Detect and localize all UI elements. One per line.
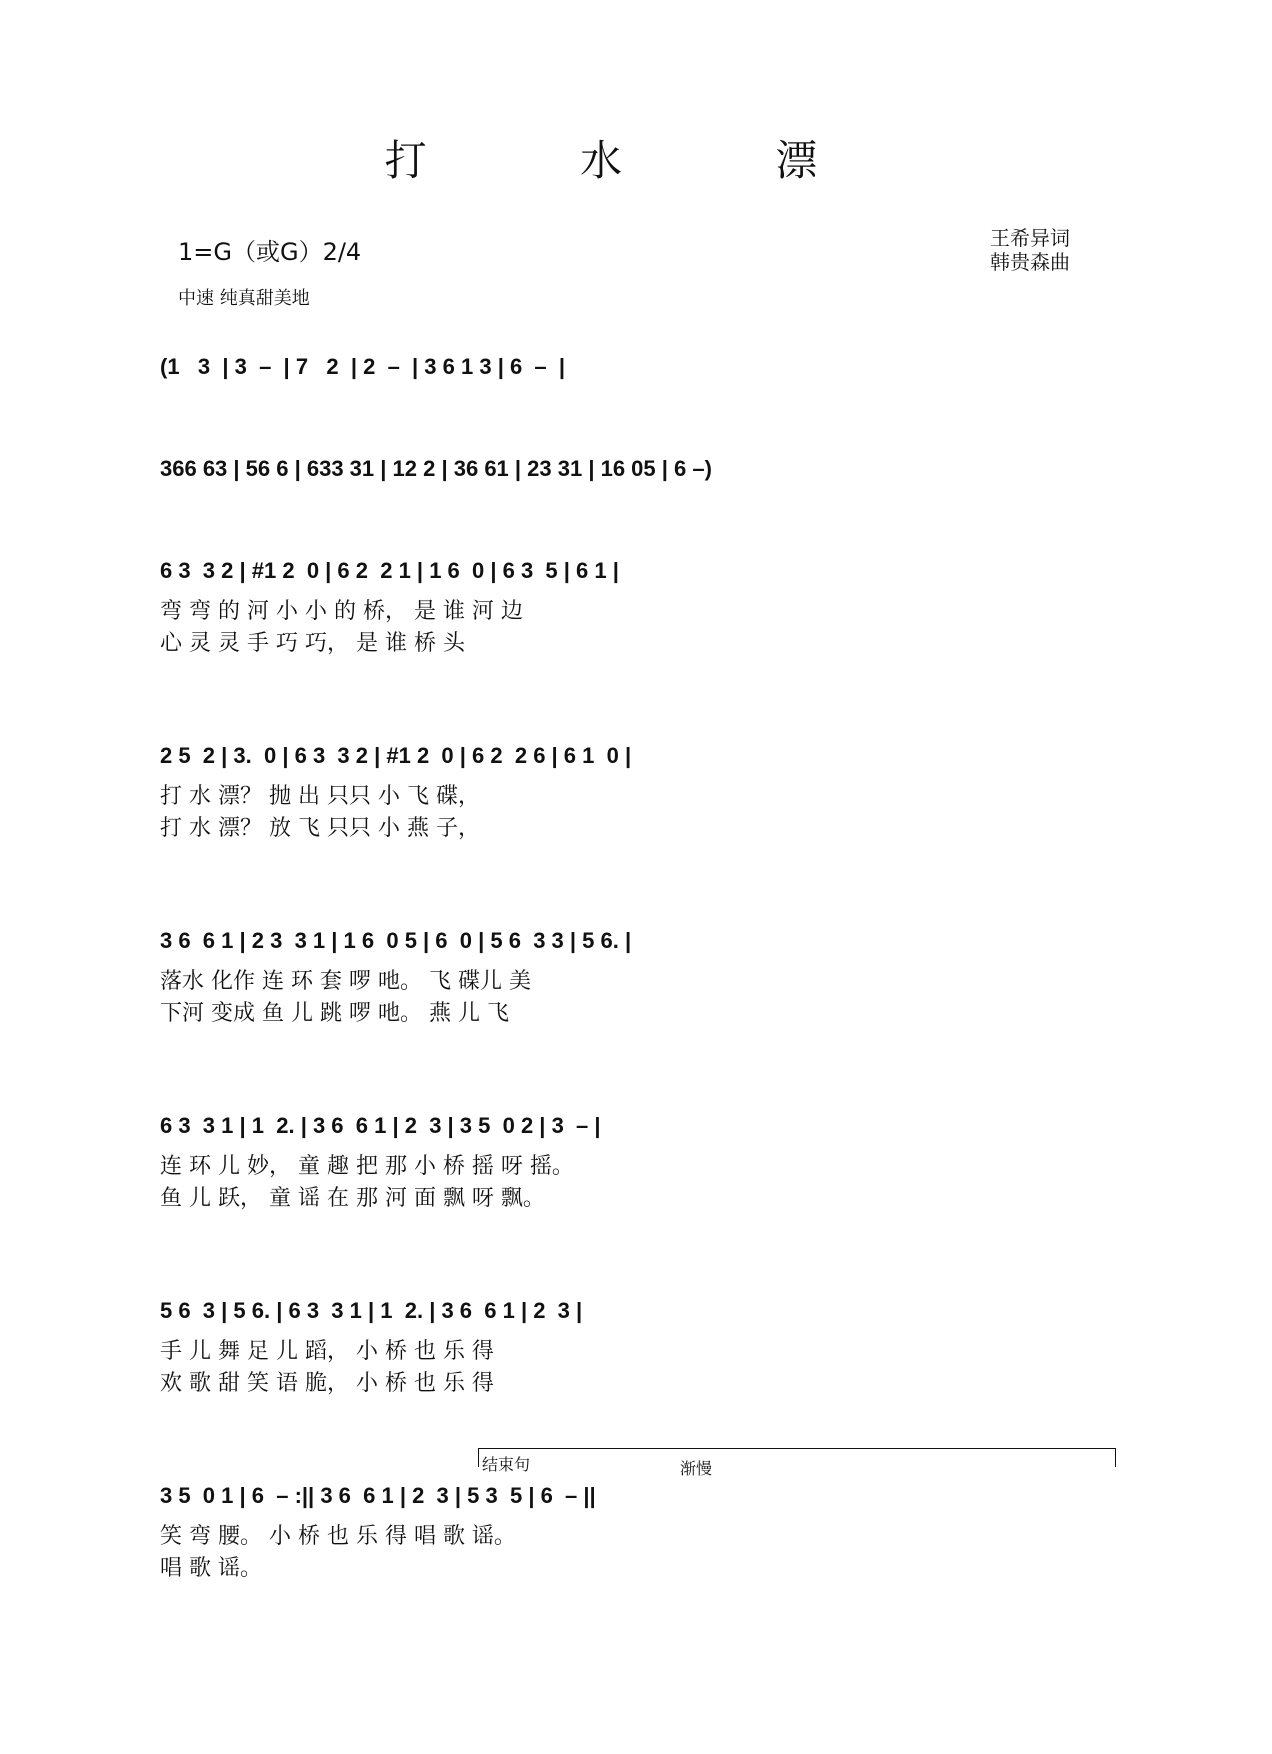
score-line-8 — [160, 1475, 1118, 1583]
lyrics-verse-1: 手 儿 舞 足 儿 蹈， 小 桥 也 乐 得 — [160, 1339, 494, 1364]
lyrics-verse-1: 弯 弯 的 河 小 小 的 桥， 是 谁 河 边 — [160, 599, 523, 624]
lyrics-verse-1: 笑 弯 腰。 小 桥 也 乐 得 唱 歌 谣。 — [160, 1524, 516, 1549]
page-title: 打 水 漂 — [384, 136, 888, 185]
score-line-4 — [160, 735, 1118, 843]
key-signature: 1=G（或G）2/4 — [178, 238, 362, 266]
lyrics-verse-1: 打 水 漂？ 抛 出 只只 小 飞 碟， — [160, 784, 480, 809]
lyrics-verse-2: 唱 歌 谣。 — [160, 1556, 262, 1581]
notes: (1 3 | 3 – | 7 2 | 2 – | 3 6 1 3 | 6 – | — [160, 354, 566, 379]
score-line-7 — [160, 1290, 1118, 1398]
lyrics-verse-2: 心 灵 灵 手 巧 巧， 是 谁 桥 头 — [160, 631, 465, 656]
score-line-1 — [160, 346, 1118, 390]
ending-label: 结束句 — [482, 1455, 531, 1474]
score-line-6 — [160, 1105, 1118, 1213]
lyrics-verse-2: 鱼 儿 跃， 童 谣 在 那 河 面 飘 呀 飘。 — [160, 1186, 545, 1211]
ending-bracket — [478, 1448, 1116, 1467]
score-line-5 — [160, 920, 1118, 1028]
score-line-2 — [160, 448, 1118, 492]
lyrics-verse-1: 连 环 儿 妙， 童 趣 把 那 小 桥 摇 呀 摇。 — [160, 1154, 574, 1179]
notes: 3 5 0 1 | 6 – :|| 3 6 6 1 | 2 3 | 5 3 5 | 6 – || — [160, 1483, 596, 1508]
tempo-marking: 中速 纯真甜美地 — [178, 288, 310, 309]
lyricist: 王希异词 — [990, 226, 1070, 250]
lyrics-verse-2: 打 水 漂？ 放 飞 只只 小 燕 子， — [160, 816, 480, 841]
notes: 366 63 | 56 6 | 633 31 | 12 2 | 36 61 | 23 31 | 16 05 | 6 –) — [160, 456, 712, 481]
ritardando-label: 渐慢 — [680, 1459, 713, 1478]
lyrics-verse-1: 落水 化作 连 环 套 啰 吔。 飞 碟儿 美 — [160, 969, 531, 994]
lyrics-verse-2: 欢 歌 甜 笑 语 脆， 小 桥 也 乐 得 — [160, 1371, 494, 1396]
composer: 韩贵森曲 — [990, 250, 1070, 274]
notes: 3 6 6 1 | 2 3 3 1 | 1 6 0 5 | 6 0 | 5 6 3 3 | 5 6. | — [160, 928, 632, 953]
notes: 6 3 3 1 | 1 2. | 3 6 6 1 | 2 3 | 3 5 0 2 | 3 – | — [160, 1113, 601, 1138]
notes: 2 5 2 | 3. 0 | 6 3 3 2 | #1 2 0 | 6 2 2 6 | 6 1 0 | — [160, 743, 632, 768]
lyrics-verse-2: 下河 变成 鱼 儿 跳 啰 吔。 燕 儿 飞 — [160, 1001, 509, 1026]
notes: 6 3 3 2 | #1 2 0 | 6 2 2 1 | 1 6 0 | 6 3 5 | 6 1 | — [160, 558, 619, 583]
score-line-3 — [160, 550, 1118, 658]
notes: 5 6 3 | 5 6. | 6 3 3 1 | 1 2. | 3 6 6 1 | 2 3 | — [160, 1298, 583, 1323]
